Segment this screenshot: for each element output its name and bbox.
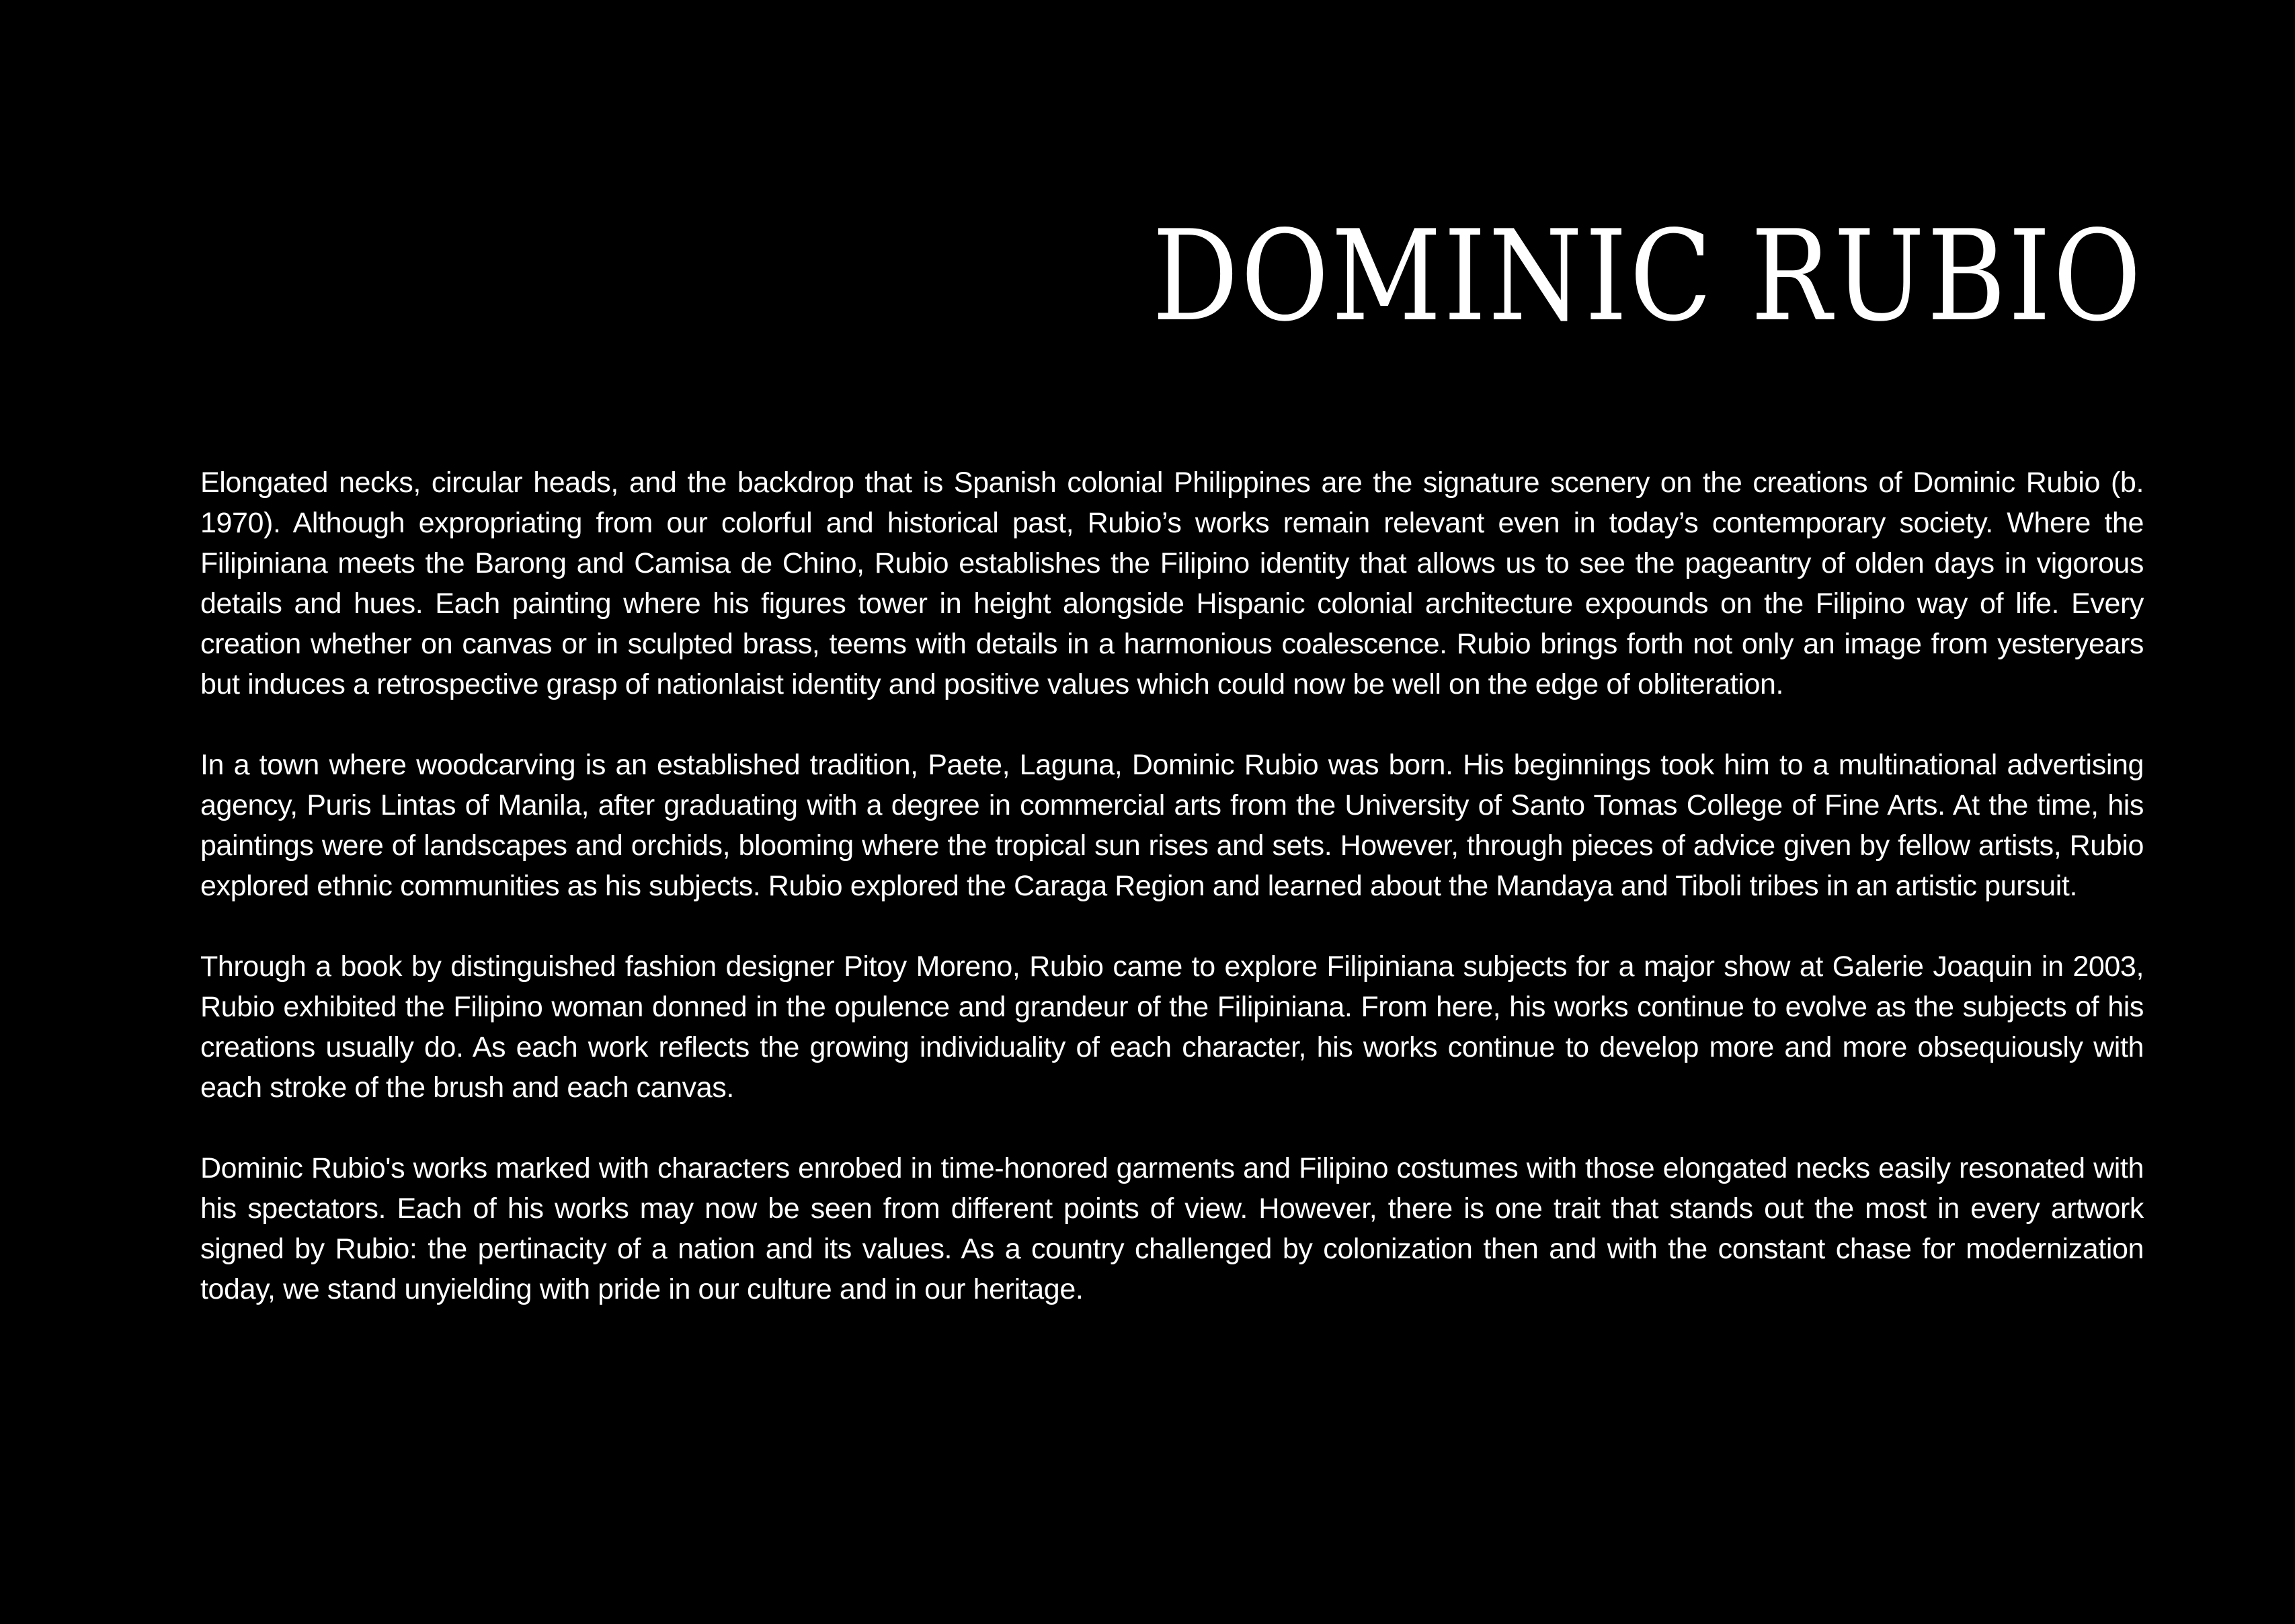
paragraph-intro: Elongated necks, circular heads, and the backdrop that is Spanish colonial Philippines are the signature scenery on the creations of Dominic Rubio (b. 1970). Although expropriating from our colorful and historical past, Rubio’s works remain relevant even in today’s contemporary society. Where the Filipiniana meets the Barong and Camisa de Chino, Rubio establishes the Filipino identity that allows us to see the pageantry of olden days in vigorous details and hues. Each painting where his figures tower in height alongside Hispanic colonial architecture expounds on the Filipino way of life. Every creation whether on canvas or in sculpted brass, teems with details in a harmonious coalescence. Rubio brings forth not only an image from yesteryears but induces a retrospective grasp of nationlaist identity and positive values which could now be well on the edge of obliteration. (200, 466, 2144, 700)
paragraph-filipiniana: Through a book by distinguished fashion designer Pitoy Moreno, Rubio came to explore Filipiniana subjects for a major show at Galerie Joaquin in 2003, Rubio exhibited the Filipino woman donned in the opulence and grandeur of the Filipiniana. From here, his works continue to evolve as the subjects of his creations usually do. As each work reflects the growing individuality of each character, his works continue to develop more and more obsequiously with each stroke of the brush and each canvas. (200, 950, 2144, 1104)
body-text (200, 462, 2144, 1309)
paragraph-early-life: In a town where woodcarving is an established tradition, Paete, Laguna, Dominic Rubio was born. His beginnings took him to a multinational advertising agency, Puris Lintas of Manila, after graduating with a degree in commercial arts from the University of Santo Tomas College of Fine Arts. At the time, his paintings were of landscapes and orchids, blooming where the tropical sun rises and sets. However, through pieces of advice given by fellow artists, Rubio explored ethnic communities as his subjects. Rubio explored the Caraga Region and learned about the Mandaya and Tiboli tribes in an artistic pursuit. (200, 749, 2144, 902)
page-title: DOMINIC RUBIO (1152, 203, 2144, 349)
paragraph-legacy: Dominic Rubio's works marked with characters enrobed in time-honored garments and Filipino costumes with those elongated necks easily resonated with his spectators. Each of his works may now be seen from different points of view. However, there is one trait that stands out the most in every artwork signed by Rubio: the pertinacity of a nation and its values. As a country challenged by colonization then and with the constant chase for modernization today, we stand unyielding with pride in our culture and in our heritage. (200, 1152, 2144, 1305)
